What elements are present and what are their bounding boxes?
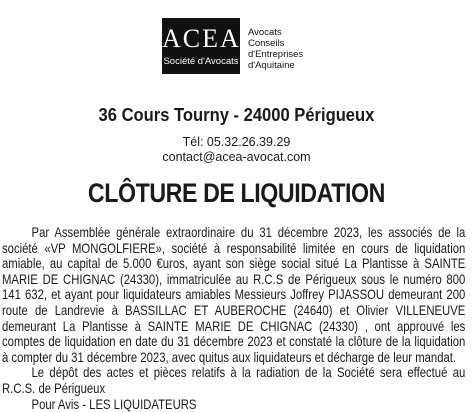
- tagline-line: d'Aquitaine: [248, 60, 295, 71]
- phone-number: Tél: 05.32.26.39.29: [182, 135, 291, 149]
- logo-wordmark: ACEA: [162, 24, 241, 53]
- acea-logo: [162, 18, 240, 74]
- header: [0, 0, 473, 92]
- notice-signature: Pour Avis - LES LIQUIDATEURS: [31, 396, 197, 412]
- email-address: contact@acea-avocat.com: [162, 150, 311, 164]
- notice-body: [2, 225, 465, 412]
- notice-title: CLÔTURE DE LIQUIDATION: [87, 178, 385, 208]
- tagline-line: Conseils: [248, 38, 285, 49]
- office-address: 36 Cours Tourny - 24000 Périgueux: [98, 105, 375, 125]
- logo-subtitle: Société d'Avocats: [163, 56, 239, 67]
- logo-tagline: [248, 27, 348, 71]
- tagline-line: Avocats: [248, 27, 282, 38]
- tagline-line: d'Entreprises: [248, 49, 304, 60]
- notice-paragraph: Le dépôt des actes et pièces relatifs à la radiation de la Société sera effectué au R.C.S. de Périgueux: [2, 365, 466, 396]
- notice-paragraph: Par Assemblée générale extraordinaire du 31 décembre 2023, les associés de la société «VP MONGOLFIERE», société à responsabilité limitée en cours de liquidation amiable, au capital de 5.000 €uros, ayant son siège social situé La Plantisse à SAINTE MARIE DE CHIGNAC (24330), immatriculée au R.C.S de Périgueux sous le numéro 800 141 632, et ayant pour liquidateurs amiables Messieurs Joffrey PIJASSOU demeurant 200 route de Landrevie à BASSILLAC ET AUBEROCHE (24640) et Olivier VILLENEUVE demeurant La Plantisse à SAINTE MARIE DE CHIGNAC (24330) , ont approuvé les comptes de liquidation en date du 31 décembre 2023 et constaté la clôture de la liquidation à compter du 31 décembre 2023, avec quitus aux liquidateurs et décharge de leur mandat.: [2, 225, 466, 365]
